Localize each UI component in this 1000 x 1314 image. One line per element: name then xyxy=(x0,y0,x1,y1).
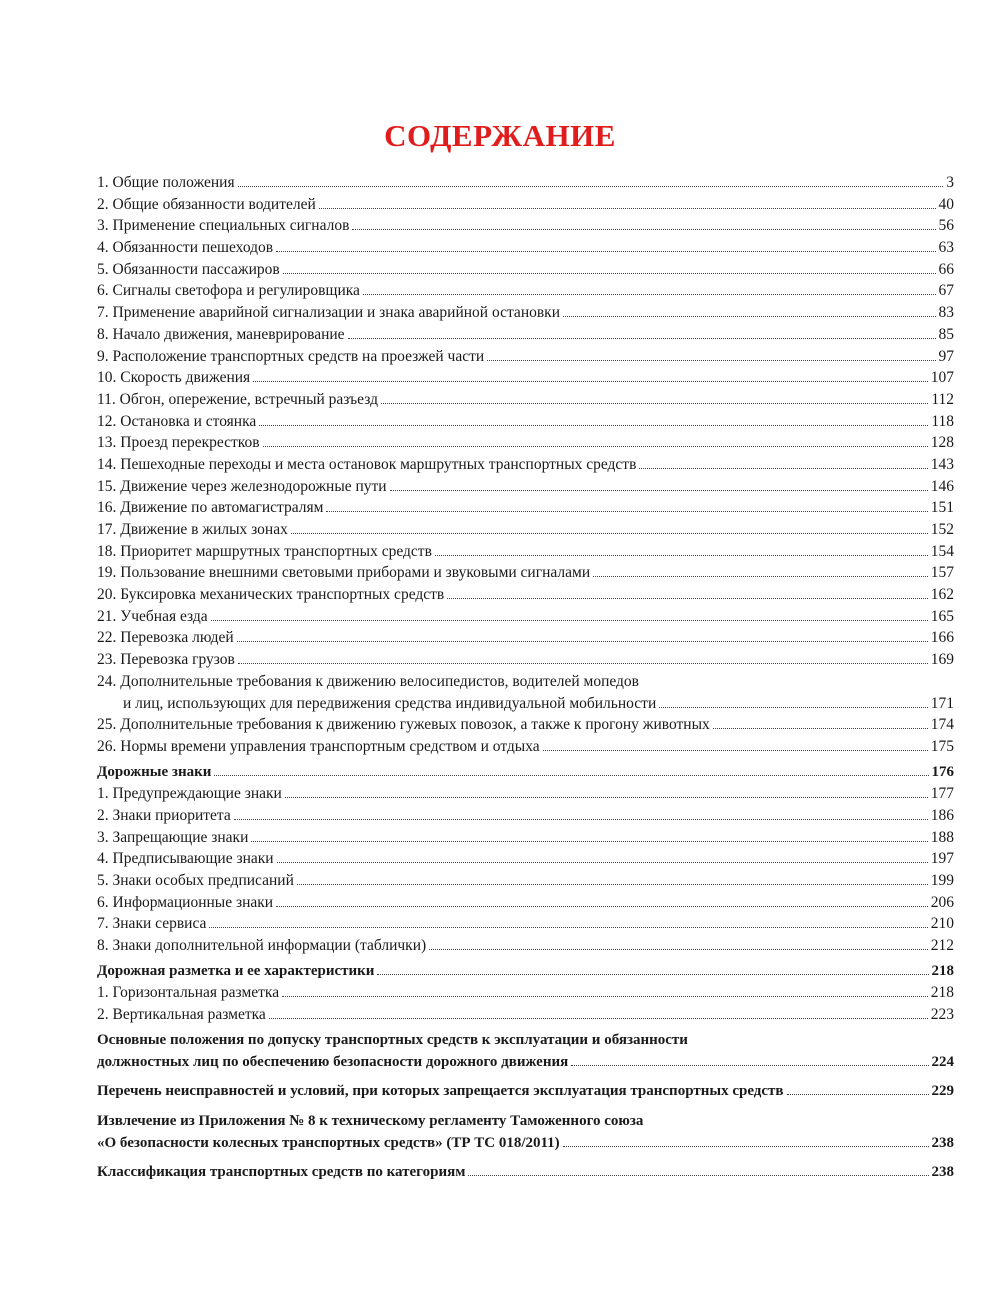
page-title: СОДЕРЖАНИЕ xyxy=(384,118,616,153)
leader-dots xyxy=(487,359,935,361)
leader-dots xyxy=(563,315,935,317)
leader-dots xyxy=(285,796,928,798)
leader-dots xyxy=(593,575,928,577)
toc-entry-label: 8. Знаки дополнительной информации (таблички) xyxy=(97,937,427,955)
toc-heading-label-continued: «О безопасности колесных транспортных средств» (ТР ТС 018/2011) xyxy=(97,1134,560,1151)
toc-entry[interactable] xyxy=(97,935,954,957)
toc-entry-label: 1. Горизонтальная разметка xyxy=(97,984,280,1002)
toc-entry-page: 85 xyxy=(938,325,954,343)
toc-entry[interactable] xyxy=(97,324,954,346)
toc-entry-page: 165 xyxy=(930,607,954,625)
toc-heading-basic[interactable] xyxy=(97,1052,954,1074)
leader-dots xyxy=(238,185,944,187)
toc-entry[interactable] xyxy=(97,346,954,368)
toc-entry-page: 229 xyxy=(931,1083,954,1100)
leader-dots xyxy=(326,510,927,512)
leader-dots xyxy=(639,467,927,469)
toc-entry-label: 23. Перевозка грузов xyxy=(97,651,235,669)
toc-entry-label: 7. Применение аварийной сигнализации и знака аварийной остановки xyxy=(97,304,561,322)
toc-entry[interactable] xyxy=(97,411,954,433)
toc-entry-label: 11. Обгон, опережение, встречный разъезд xyxy=(97,390,378,408)
toc-entry-label: 15. Движение через железнодорожные пути xyxy=(97,477,387,495)
toc-entry[interactable] xyxy=(97,982,954,1004)
leader-dots xyxy=(571,1064,928,1066)
toc-heading-label: Дорожные знаки xyxy=(97,763,212,780)
toc-entry-page: 83 xyxy=(938,304,954,322)
toc-entry-label: 14. Пешеходные переходы и места остановок маршрутных транспортных средств xyxy=(97,455,637,473)
toc-entry-page: 154 xyxy=(930,542,954,560)
toc-entry-page: 224 xyxy=(931,1053,954,1070)
toc-entry-page: 166 xyxy=(930,629,954,647)
leader-dots xyxy=(214,774,928,776)
leader-dots xyxy=(282,995,928,997)
leader-dots xyxy=(253,380,928,382)
leader-dots xyxy=(277,861,928,863)
toc-entry[interactable] xyxy=(97,215,954,237)
toc-entry-label: 24. Дополнительные требования к движению велосипедистов, водителей мопедов xyxy=(97,672,640,690)
toc-entry[interactable] xyxy=(97,194,954,216)
toc-entry-label: 16. Движение по автомагистралям xyxy=(97,499,324,517)
toc-entry[interactable] xyxy=(97,913,954,935)
toc-entry-label: 5. Обязанности пассажиров xyxy=(97,260,280,278)
toc-entry-page: 223 xyxy=(930,1006,954,1024)
leader-dots xyxy=(237,640,928,642)
toc-entry-page: 188 xyxy=(930,828,954,846)
toc-entry-page: 218 xyxy=(930,984,954,1002)
toc-entry-label: 7. Знаки сервиса xyxy=(97,915,207,933)
toc-entry-page: 169 xyxy=(930,651,954,669)
toc-entry-page: 118 xyxy=(931,412,954,430)
toc-entry-page: 218 xyxy=(931,962,954,979)
toc-entry-label: 9. Расположение транспортных средств на проезжей части xyxy=(97,347,485,365)
toc-entry-label: 19. Пользование внешними световыми приборами и звуковыми сигналами xyxy=(97,564,591,582)
toc-entry-label: 3. Запрещающие знаки xyxy=(97,828,249,846)
leader-dots xyxy=(352,228,935,230)
toc-entry-label: 12. Остановка и стоянка xyxy=(97,412,257,430)
toc-entry[interactable] xyxy=(97,302,954,324)
leader-dots xyxy=(435,554,928,556)
toc-entry-label: 17. Движение в жилых зонах xyxy=(97,521,288,538)
toc-entry-label: 4. Предписывающие знаки xyxy=(97,850,274,868)
toc-entry-label: 25. Дополнительные требования к движению гужевых повозок, а также к прогону животных xyxy=(97,716,710,734)
toc-entry[interactable] xyxy=(97,259,954,281)
toc-entry[interactable] xyxy=(97,783,954,805)
toc-entry-label: 2. Знаки приоритета xyxy=(97,806,231,824)
toc-heading-label: Основные положения по допуску транспортных средств к эксплуатации и обязанности xyxy=(97,1031,688,1048)
toc-entry-label: 3. Применение специальных сигналов xyxy=(97,217,350,235)
toc-entry-page: 97 xyxy=(938,347,954,365)
toc-entry-page: 206 xyxy=(930,893,954,911)
toc-entry[interactable] xyxy=(97,519,954,541)
toc-entry-page: 143 xyxy=(930,455,954,473)
toc-heading-label: Извлечение из Приложения № 8 к техническому регламенту Таможенного союза xyxy=(97,1112,644,1129)
toc-entry[interactable] xyxy=(97,736,954,758)
leader-dots xyxy=(269,1017,928,1019)
toc-entry-label: 6. Информационные знаки xyxy=(97,893,274,911)
leader-dots xyxy=(234,818,928,820)
toc-entry-page: 146 xyxy=(930,477,954,495)
toc-entry-label: 22. Перевозка людей xyxy=(97,629,234,647)
toc-entry-line1[interactable] xyxy=(97,671,954,693)
toc-entry-page: 171 xyxy=(930,694,954,712)
toc-entry-page: 176 xyxy=(931,763,954,780)
toc-entry-label: 2. Вертикальная разметка xyxy=(97,1006,266,1024)
toc-entry-page: 152 xyxy=(930,521,954,538)
toc-entry-page: 67 xyxy=(938,282,954,300)
toc-heading-faults[interactable] xyxy=(97,1081,954,1103)
toc-heading-label: Классификация транспортных средств по категориям xyxy=(97,1164,466,1181)
toc-entry-label: 1. Предупреждающие знаки xyxy=(97,785,282,803)
toc-entry[interactable] xyxy=(97,714,954,736)
toc-heading-marking[interactable] xyxy=(97,961,954,983)
toc-entry[interactable] xyxy=(97,627,954,649)
leader-dots xyxy=(447,597,928,599)
toc-entry-page: 128 xyxy=(930,434,954,452)
toc-entry[interactable] xyxy=(97,1004,954,1026)
leader-dots xyxy=(211,619,928,621)
toc-entry-page: 162 xyxy=(930,586,954,604)
leader-dots xyxy=(377,973,928,975)
toc-entry-label: 8. Начало движения, маневрирование xyxy=(97,325,345,343)
toc-entry-page: 238 xyxy=(931,1164,954,1181)
leader-dots xyxy=(363,293,936,295)
leader-dots xyxy=(263,445,928,447)
toc-entry[interactable] xyxy=(97,892,954,914)
toc-entry-label: 6. Сигналы светофора и регулировщика xyxy=(97,282,360,300)
leader-dots xyxy=(319,207,936,209)
table-of-contents xyxy=(97,172,954,1184)
toc-entry-page: 197 xyxy=(930,850,954,868)
toc-entry-page: 177 xyxy=(930,785,954,803)
toc-entry-label: 5. Знаки особых предписаний xyxy=(97,872,294,889)
leader-dots xyxy=(468,1174,928,1176)
toc-entry-label: 21. Учебная езда xyxy=(97,607,208,625)
toc-entry[interactable] xyxy=(97,367,954,389)
toc-entry[interactable] xyxy=(97,827,954,849)
leader-dots xyxy=(713,727,928,729)
toc-heading-classification[interactable] xyxy=(97,1162,954,1184)
leader-dots xyxy=(659,706,928,708)
leader-dots xyxy=(348,337,936,339)
toc-entry[interactable] xyxy=(97,606,954,628)
leader-dots xyxy=(297,883,928,885)
toc-entry-page: 174 xyxy=(930,716,954,734)
toc-heading-extract[interactable] xyxy=(97,1133,954,1155)
toc-entry-label: 10. Скорость движения xyxy=(97,369,251,387)
toc-entry-label: 4. Обязанности пешеходов xyxy=(97,239,274,257)
toc-entry-label: 2. Общие обязанности водителей xyxy=(97,195,316,213)
leader-dots xyxy=(390,489,928,491)
toc-entry-page: 186 xyxy=(930,806,954,824)
toc-entry-label: 18. Приоритет маршрутных транспортных средств xyxy=(97,542,432,560)
toc-entry[interactable] xyxy=(97,584,954,606)
toc-entry-page: 40 xyxy=(938,195,954,213)
leader-dots xyxy=(563,1145,929,1147)
leader-dots xyxy=(276,905,928,907)
toc-heading-signs[interactable] xyxy=(97,762,954,784)
toc-entry[interactable] xyxy=(97,237,954,259)
toc-entry-label: 13. Проезд перекрестков xyxy=(97,434,260,452)
leader-dots xyxy=(787,1093,929,1095)
toc-entry-page: 66 xyxy=(938,260,954,278)
leader-dots xyxy=(283,272,936,274)
toc-entry[interactable] xyxy=(97,389,954,411)
leader-dots xyxy=(276,250,935,252)
leader-dots xyxy=(209,926,927,928)
toc-entry-page: 199 xyxy=(930,872,954,889)
toc-entry-page: 112 xyxy=(931,390,954,408)
toc-entry[interactable] xyxy=(97,870,954,892)
toc-entry-page: 63 xyxy=(938,239,954,257)
leader-dots xyxy=(429,948,928,950)
leader-dots xyxy=(543,749,928,751)
toc-entry[interactable] xyxy=(97,497,954,519)
toc-entry-page: 157 xyxy=(930,564,954,582)
toc-entry-label: 1. Общие положения xyxy=(97,174,235,191)
leader-dots xyxy=(381,402,928,404)
toc-heading-extract-line1[interactable] xyxy=(97,1111,954,1133)
leader-dots xyxy=(291,532,928,534)
toc-entry[interactable] xyxy=(97,541,954,563)
leader-dots xyxy=(251,840,927,842)
toc-entry[interactable] xyxy=(97,280,954,302)
toc-entry-page: 107 xyxy=(930,369,954,387)
toc-entry-page: 210 xyxy=(930,915,954,933)
leader-dots xyxy=(259,424,928,426)
toc-entry[interactable] xyxy=(97,649,954,671)
toc-entry-label: 20. Буксировка механических транспортных средств xyxy=(97,586,445,604)
toc-entry[interactable] xyxy=(97,454,954,476)
toc-heading-label: Перечень неисправностей и условий, при которых запрещается эксплуатация транспортных средств xyxy=(97,1083,784,1100)
toc-entry[interactable] xyxy=(97,805,954,827)
leader-dots xyxy=(238,662,928,664)
toc-entry-page: 212 xyxy=(930,937,954,955)
toc-entry[interactable] xyxy=(97,562,954,584)
toc-entry-label-continued: и лиц, использующих для передвижения средства индивидуальной мобильности xyxy=(123,694,657,712)
toc-entry[interactable] xyxy=(97,172,954,194)
toc-entry-page: 151 xyxy=(930,499,954,517)
toc-heading-label: Дорожная разметка и ее характеристики xyxy=(97,962,375,979)
toc-entry[interactable] xyxy=(97,848,954,870)
toc-entry-page: 238 xyxy=(931,1134,954,1151)
toc-entry-page: 3 xyxy=(946,174,954,191)
toc-entry-page: 56 xyxy=(938,217,954,235)
toc-entry-page: 175 xyxy=(930,737,954,755)
toc-entry-label: 26. Нормы времени управления транспортным средством и отдыха xyxy=(97,737,540,755)
toc-heading-basic-line1[interactable] xyxy=(97,1030,954,1052)
toc-entry[interactable] xyxy=(97,476,954,498)
toc-heading-label-continued: должностных лиц по обеспечению безопасности дорожного движения xyxy=(97,1053,569,1070)
toc-entry[interactable] xyxy=(97,432,954,454)
toc-entry[interactable] xyxy=(97,693,954,715)
